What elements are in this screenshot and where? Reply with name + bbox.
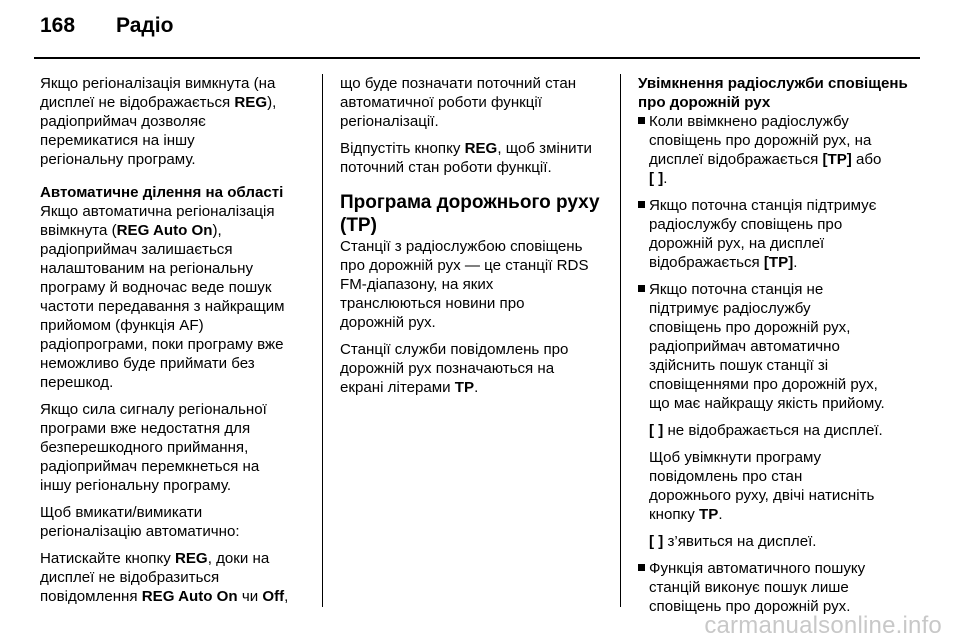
bullet-icon: [638, 564, 645, 571]
list-item: Якщо поточна станція підтримує радіослужбу сповіщень про дорожній рух, на дисплеї відображається [TP].: [638, 196, 920, 272]
paragraph-press-reg: Натискайте кнопку REG, доки на дисплеї не відобразиться повідомлення REG Auto On чи Off,: [40, 550, 289, 605]
column-divider-1: [322, 74, 323, 607]
paragraph-signal-strength: Якщо сила сигналу регіональної програми вже недостатня для безперешкодного приймання, радіоприймач перемкнеться на іншу регіональну програму.: [40, 401, 267, 494]
paragraph-toggle-intro: Щоб вмикати/вимикати регіоналізацію автоматично:: [40, 504, 240, 540]
paragraph-regionalization-auto: Якщо автоматична регіоналізація ввімкнута (REG Auto On), радіоприймач залишається налаштованим на регіональну програму й водночас веде пошук частоти передавання з найкращим прийомом (функція AF) радіопрограми, поки програму вже неможливо буде приймати без перешкод.: [40, 203, 285, 391]
paragraph-state-indication: що буде позначати поточний стан автоматичної роботи функції регіоналізації.: [340, 75, 577, 130]
bullet-icon: [638, 285, 645, 292]
list-item: Якщо поточна станція не підтримує радіослужбу сповіщень про дорожній рух, радіоприймач автоматично здійснить пошук станції зі сповіщеннями про дорожній рух, що має найкращу якість прийому.: [638, 280, 920, 413]
column-3: [638, 74, 920, 624]
bullet-icon: [638, 201, 645, 208]
sub-paragraph-not-shown: [ ] не відображається на дисплеї.: [649, 422, 883, 439]
column-divider-2: [620, 74, 621, 607]
bullet-icon: [638, 117, 645, 124]
section-title: Радіо: [116, 14, 174, 37]
sub-paragraph-appears: [ ] з’явиться на дисплеї.: [649, 533, 817, 550]
heading-enable-traffic-service: Увімкнення радіослужби сповіщень про дорожній рух: [638, 75, 908, 111]
heading-traffic-program: Програма дорожнього руху (TP): [340, 192, 600, 236]
paragraph-release-reg: Відпустіть кнопку REG, щоб змінити поточний стан роботи функції.: [340, 140, 592, 176]
page-header: [40, 14, 173, 50]
header-rule: [34, 57, 920, 59]
paragraph-tp-marking: Станції служби повідомлень про дорожній рух позначаються на екрані літерами TP.: [340, 341, 569, 396]
list-item: Коли ввімкнено радіослужбу сповіщень про дорожній рух, на дисплеї відображається [TP] або [ ].: [638, 112, 920, 188]
paragraph-regionalization-off: Якщо регіоналізація вимкнута (на дисплеї не відображається REG), радіоприймач дозволяє перемикатися на іншу регіональну програму.: [40, 75, 277, 168]
column-2: [340, 74, 610, 405]
sub-paragraph-enable-tp: Щоб увімкнути програму повідомлень про стан дорожнього руху, двічі натисніть кнопку TP.: [649, 449, 875, 523]
watermark: carmanualsonline.info: [704, 612, 942, 639]
column-1: [40, 74, 315, 614]
heading-automatic-regionalization: Автоматичне ділення на області: [40, 184, 284, 201]
paragraph-tp-stations: Станції з радіослужбою сповіщень про дорожній рух — це станції RDS FM-діапазону, на яких транслюються новини про дорожній рух.: [340, 238, 589, 331]
page-number: 168: [40, 14, 76, 37]
list-item: Функція автоматичного пошуку станцій виконує пошук лише сповіщень про дорожній рух.: [638, 559, 920, 616]
